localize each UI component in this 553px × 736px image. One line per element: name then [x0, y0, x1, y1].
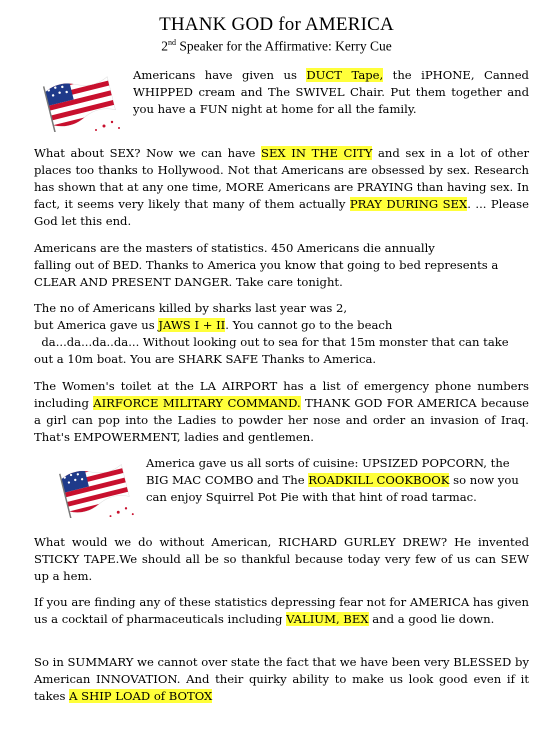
highlight: PRAY DURING SEX	[349, 197, 468, 211]
us-flag-icon	[50, 456, 140, 518]
paragraph-7: What would we do without American, RICHARD GURLEY DREW? He invented STICKY TAPE.We should all be so thankful because today very few of us can SEW up a hem.	[34, 535, 529, 583]
paragraph-4: The no of Americans killed by sharks last year was 2, but America gave us JAWS I + II. You cannot go to the beach da...da...da..da... Without looking out to sea for that 15m monster that can take out a 10m boat. You are SHARK SAFE Thanks to America.	[34, 301, 513, 366]
paragraph-6: America gave us all sorts of cuisine: UPSIZED POPCORN, the BIG MAC COMBO and The ROADKILL COOKBOOK so now you can enjoy Squirrel Pot Pie with that hint of road tarmac.	[146, 456, 519, 504]
highlight: JAWS I + II	[158, 318, 226, 332]
paragraph-3: Americans are the masters of statistics. 450 Americans die annually falling out of BED. Thanks to America you know that going to bed represents a CLEAR AND PRESENT DANGER. Take care tonight.	[34, 241, 499, 289]
highlight: DUCT Tape,	[306, 68, 384, 82]
highlight: VALIUM, BEX	[286, 612, 369, 626]
paragraph-1: Americans have given us DUCT Tape, the iPHONE, Canned WHIPPED cream and The SWIVEL Chair. Put them together and you have a FUN night at home for all the family.	[133, 68, 529, 116]
paragraph-2: What about SEX? Now we can have SEX IN THE CITY and sex in a lot of other places too thanks to Hollywood. Not that Americans are obsessed by sex. Research has shown that at any one time, MORE Americans are PRAYING than having sex. In fact, it seems very likely that many of them actually PRAY DURING SEX. ... Please God let this end.	[34, 146, 529, 228]
highlight: AIRFORCE MILITARY COMMAND.	[93, 396, 301, 410]
highlight: A SHIP LOAD of BOTOX	[69, 689, 213, 703]
paragraph-5: The Women's toilet at the LA AIRPORT has a list of emergency phone numbers including AIRFORCE MILITARY COMMAND. THANK GOD FOR AMERICA because a girl can pop into the Ladies to powder her nose and order an invasion of Iraq. That's EMPOWERMENT, ladies and gentlemen.	[34, 379, 530, 444]
page-title: THANK GOD for AMERICA	[159, 14, 394, 35]
us-flag-icon	[34, 68, 126, 132]
highlight: ROADKILL COOKBOOK	[308, 473, 450, 487]
paragraph-9: So in SUMMARY we cannot over state the fact that we have been very BLESSED by American INNOVATION. And their quirky ability to make us look good even if it takes A SHIP LOAD of BOTOX	[34, 655, 529, 703]
paragraph-8: If you are finding any of these statistics depressing fear not for AMERICA has given us a cocktail of pharmaceuticals including VALIUM, BEX and a good lie down.	[34, 595, 529, 626]
page-subtitle: 2nd Speaker for the Affirmative: Kerry Cue	[161, 38, 392, 54]
highlight: SEX IN THE CITY	[261, 146, 373, 160]
